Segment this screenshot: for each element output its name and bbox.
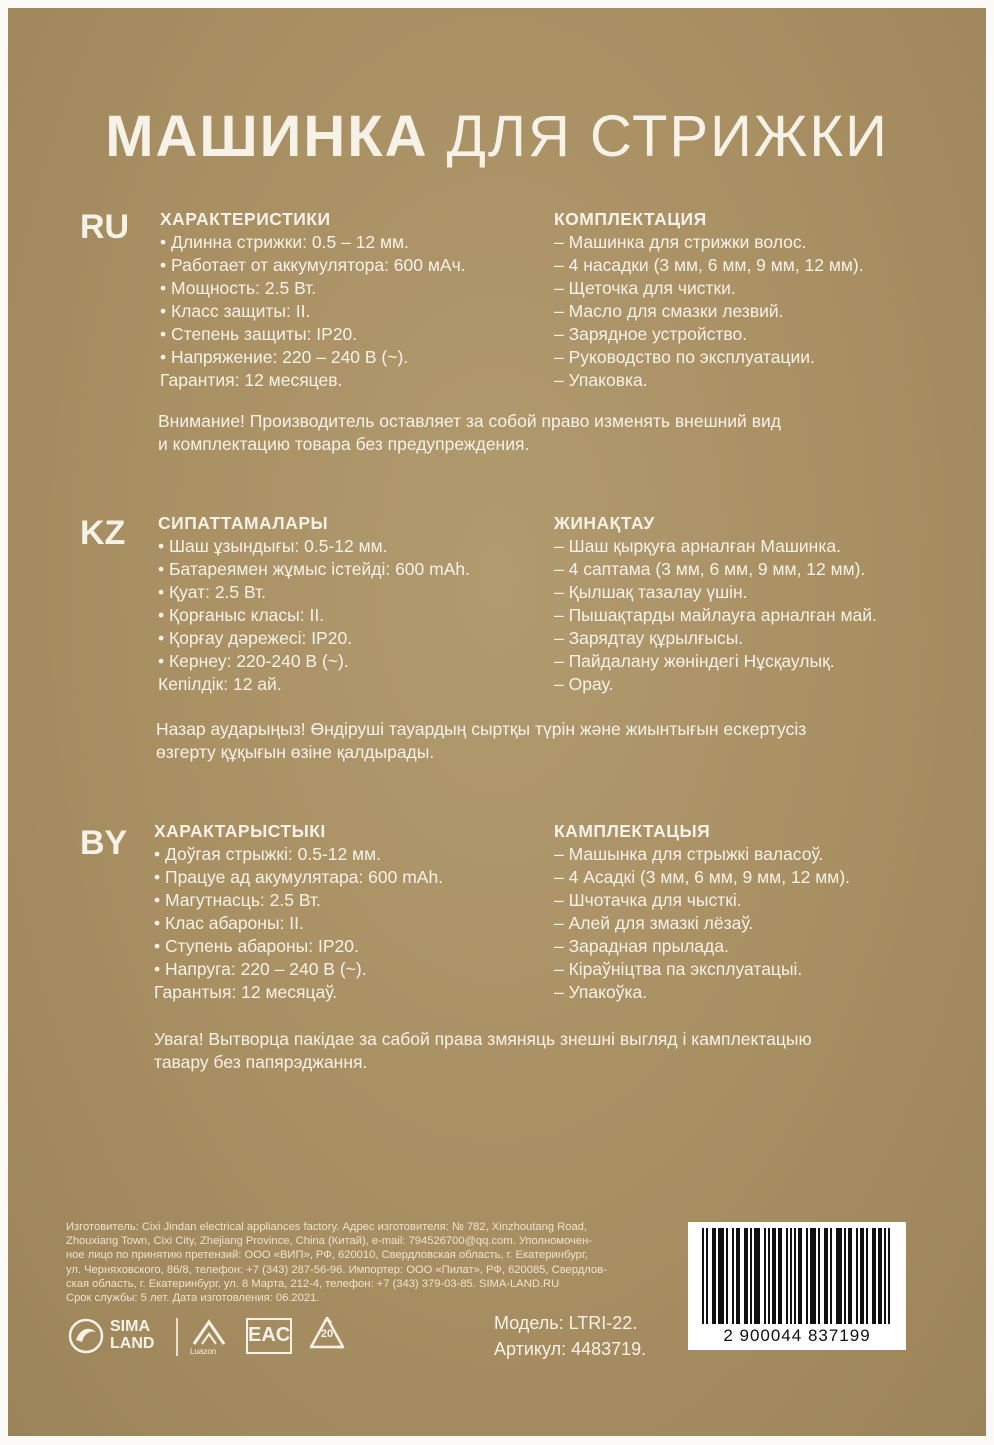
barcode-bar xyxy=(720,1228,722,1324)
kit-line: – Щеточка для чистки. xyxy=(554,278,736,298)
barcode-number: 2 900044 837199 xyxy=(723,1326,871,1345)
lang-code-ru: RU xyxy=(80,208,130,246)
specs-kz xyxy=(158,512,470,696)
barcode-bar xyxy=(712,1228,714,1324)
info-line: Изготовитель: Cixi Jindan electrical appliances factory. Адрес изготовителя: № 782, Xinzhoutang Road, xyxy=(66,1221,587,1233)
kit-line: – Машинка для стрижки волос. xyxy=(554,232,807,252)
barcode-bar xyxy=(838,1228,840,1324)
notice-line: Увага! Вытворца пакідае за сабой права змяняць знешні выгляд і камплектацыю xyxy=(154,1029,812,1049)
spec-line: • Шаш ұзындығы: 0.5-12 мм. xyxy=(158,536,388,556)
barcode xyxy=(688,1222,906,1350)
barcode-bar xyxy=(814,1228,816,1324)
barcode-bar xyxy=(726,1228,728,1324)
barcode-bar xyxy=(826,1228,828,1324)
land-text: LAND xyxy=(110,1335,155,1352)
kit-line: – Зарядное устройство. xyxy=(554,324,748,344)
notice-kz xyxy=(156,718,916,764)
kit-line: – Масло для смазки лезвий. xyxy=(554,301,784,321)
kit-line: – Зарадная прылада. xyxy=(554,936,729,956)
spec-line: • Клас абароны: II. xyxy=(154,913,304,933)
info-line: Zhouxiang Town, Cixi City, Zhejiang Province, China (Китай), e-mail: 794526700@qq.com. Уполномочен- xyxy=(66,1235,593,1248)
info-line: ное лицо по принятию претензий: ООО «ВИП», РФ, 620010, Свердловская область, г. Екатеринбург, xyxy=(66,1249,588,1262)
barcode-bar xyxy=(830,1228,832,1324)
notice-by xyxy=(154,1028,924,1074)
luazon-logo xyxy=(186,1314,236,1360)
sima-text: SIMA xyxy=(110,1318,150,1335)
kit-line: – 4 саптама (3 мм, 6 мм, 9 мм, 12 мм). xyxy=(554,559,866,579)
info-line: Срок службы: 5 лет. Дата изготовления: 06.2021. xyxy=(66,1292,320,1305)
barcode-bar xyxy=(844,1228,846,1324)
barcode-bar xyxy=(738,1228,740,1324)
spec-line: • Кернеу: 220-240 В (~). xyxy=(158,651,349,671)
spec-line: • Ступень абароны: IP20. xyxy=(154,936,359,956)
notice-line: Назар аударыңыз! Өндіруші тауардың сыртқы түрін және жиынтығын ескертусіз xyxy=(156,719,807,739)
warranty-line: Гарантыя: 12 месяцаў. xyxy=(154,982,338,1002)
kit-line: – Машынка для стрыжкі валасоў. xyxy=(554,844,824,864)
barcode-bar xyxy=(888,1228,890,1324)
kit-line: – 4 Асадкі (3 мм, 6 мм, 9 мм, 12 мм). xyxy=(554,867,851,887)
barcode-bar xyxy=(786,1228,788,1324)
barcode-bar xyxy=(732,1228,734,1324)
product-title xyxy=(8,104,986,169)
manufacturer-info xyxy=(66,1220,676,1305)
barcode-bar xyxy=(718,1228,720,1324)
kit-line: – Зарядтау құрылғысы. xyxy=(554,628,744,648)
barcode-bar xyxy=(856,1228,858,1324)
spec-line: • Қуат: 2.5 Вт. xyxy=(158,582,267,602)
barcode-bar xyxy=(714,1228,716,1324)
spec-line: • Степень защиты: IP20. xyxy=(160,324,358,344)
barcode-bar xyxy=(848,1228,850,1324)
eac-mark: EAC xyxy=(246,1318,292,1354)
spec-line: • Напруга: 220 – 240 В (~). xyxy=(154,959,367,979)
specs-heading: СИПАТТАМАЛАРЫ xyxy=(158,513,329,533)
kit-line: – Шаш қырқуға арналған Машинка. xyxy=(554,536,841,556)
spec-line: • Працуе ад акумулятара: 600 mAh. xyxy=(154,867,444,887)
barcode-bar xyxy=(764,1228,766,1324)
barcode-bar xyxy=(702,1228,704,1324)
warranty-line: Гарантия: 12 месяцев. xyxy=(160,370,343,390)
specs-ru xyxy=(160,208,466,392)
kit-line: – Упаковка. xyxy=(554,370,648,390)
kit-ru xyxy=(554,208,864,392)
barcode-bar xyxy=(866,1228,868,1324)
notice-line: өзгерту құқығын өзіне қалдырады. xyxy=(156,742,435,762)
spec-line: • Қорғау дәрежесі: IP20. xyxy=(158,628,353,648)
barcode-bar xyxy=(880,1228,882,1324)
barcode-bar xyxy=(818,1228,820,1324)
logo-divider xyxy=(176,1318,178,1356)
model-number: Модель: LTRI-22. xyxy=(494,1313,638,1333)
kit-line: – Пайдалану жөніндегі Нұсқаулық. xyxy=(554,651,835,671)
kit-by xyxy=(554,820,850,1004)
barcode-bar xyxy=(840,1228,842,1324)
specs-heading: ХАРАКТАРЫСТЫКІ xyxy=(154,821,326,841)
luazon-icon xyxy=(192,1318,226,1348)
spec-line: • Қорғаныс класы: II. xyxy=(158,605,325,625)
kit-kz xyxy=(554,512,877,696)
barcode-bar xyxy=(850,1228,852,1324)
barcode-bar xyxy=(746,1228,748,1324)
spec-line: • Доўгая стрыжкі: 0.5-12 мм. xyxy=(154,844,382,864)
barcode-bar xyxy=(750,1228,752,1324)
barcode-bar xyxy=(744,1228,746,1324)
barcode-bar xyxy=(780,1228,782,1324)
barcode-bar xyxy=(790,1228,792,1324)
barcode-bar xyxy=(794,1228,796,1324)
sima-land-icon xyxy=(68,1318,104,1354)
barcode-bar xyxy=(812,1228,814,1324)
lang-code-kz: KZ xyxy=(80,514,126,552)
kit-line: – Алей для змазкі лёзаў. xyxy=(554,913,754,933)
recycle-number: 20 xyxy=(320,1328,334,1340)
recycle-logo xyxy=(306,1314,350,1360)
kit-line: – Кіраўніцтва па эксплуатацыі. xyxy=(554,959,803,979)
info-line: ул. Черняховского, 86/8, телефон: +7 (343) 287-56-96. Импортер: ООО «Пилат», РФ, 620085, Свердлов- xyxy=(66,1263,607,1276)
barcode-bar xyxy=(772,1228,774,1324)
barcode-bar xyxy=(872,1228,874,1324)
barcode-bar xyxy=(778,1228,780,1324)
barcode-bar xyxy=(754,1228,756,1324)
kit-heading: ЖИНАҚТАУ xyxy=(554,513,655,533)
barcode-bar xyxy=(768,1228,770,1324)
barcode-bar xyxy=(810,1228,812,1324)
spec-line: • Класс защиты: II. xyxy=(160,301,311,321)
barcode-bar xyxy=(874,1228,876,1324)
spec-line: • Батареямен жұмыс істейді: 600 mAh. xyxy=(158,559,470,579)
spec-line: • Длинна стрижки: 0.5 – 12 мм. xyxy=(160,232,409,252)
notice-ru xyxy=(158,410,918,456)
luazon-text: Luazon xyxy=(190,1347,217,1356)
spec-line: • Мощность: 2.5 Вт. xyxy=(160,278,317,298)
barcode-bar xyxy=(878,1228,880,1324)
barcode-bar xyxy=(774,1228,776,1324)
barcode-bar xyxy=(862,1228,864,1324)
kit-line: – Руководство по эксплуатации. xyxy=(554,347,815,367)
info-line: ская область, г. Екатеринбург, ул. 8 Марта, 212-4, телефон: +7 (343) 379-03-85. SIMA-LAND.RU xyxy=(66,1277,560,1290)
notice-line: тавару без папярэджання. xyxy=(154,1052,368,1072)
barcode-bar xyxy=(884,1228,886,1324)
title-bold: МАШИНКА xyxy=(105,104,429,169)
kit-line: – Орау. xyxy=(554,674,614,694)
barcode-bars xyxy=(702,1228,892,1324)
barcode-bar xyxy=(706,1228,708,1324)
specs-heading: ХАРАКТЕРИСТИКИ xyxy=(160,209,331,229)
barcode-bar xyxy=(736,1228,738,1324)
barcode-bar xyxy=(806,1228,808,1324)
spec-line: • Напряжение: 220 – 240 В (~). xyxy=(160,347,409,367)
warranty-line: Кепілдік: 12 ай. xyxy=(158,674,282,694)
notice-line: Внимание! Производитель оставляет за собой право изменять внешний вид xyxy=(158,411,781,431)
barcode-bar xyxy=(836,1228,838,1324)
barcode-bar xyxy=(800,1228,802,1324)
specs-by xyxy=(154,820,443,1004)
barcode-bar xyxy=(824,1228,826,1324)
article-number: Артикул: 4483719. xyxy=(494,1339,647,1359)
barcode-bar xyxy=(758,1228,760,1324)
notice-line: и комплектацию товара без предупреждения. xyxy=(158,434,530,454)
barcode-bar xyxy=(860,1228,862,1324)
barcode-bar xyxy=(798,1228,800,1324)
kit-line: – 4 насадки (3 мм, 6 мм, 9 мм, 12 мм). xyxy=(554,255,864,275)
kit-line: – Пышақтарды майлауға арналған май. xyxy=(554,605,877,625)
kit-line: – Қылшақ тазалау үшін. xyxy=(554,582,748,602)
kit-line: – Шчотачка для чысткі. xyxy=(554,890,742,910)
spec-line: • Работает от аккумулятора: 600 мАч. xyxy=(160,255,466,275)
barcode-bar xyxy=(722,1228,724,1324)
spec-line: • Магутнасць: 2.5 Вт. xyxy=(154,890,321,910)
lang-code-by: BY xyxy=(80,824,128,862)
sima-land-logo xyxy=(68,1314,178,1360)
model-block xyxy=(494,1310,646,1362)
kit-heading: КОМПЛЕКТАЦИЯ xyxy=(554,209,707,229)
kit-heading: КАМПЛЕКТАЦЫЯ xyxy=(554,821,711,841)
title-light: ДЛЯ СТРИЖКИ xyxy=(446,104,889,169)
package-back xyxy=(8,8,986,1436)
kit-line: – Упакоўка. xyxy=(554,982,648,1002)
barcode-bar xyxy=(756,1228,758,1324)
